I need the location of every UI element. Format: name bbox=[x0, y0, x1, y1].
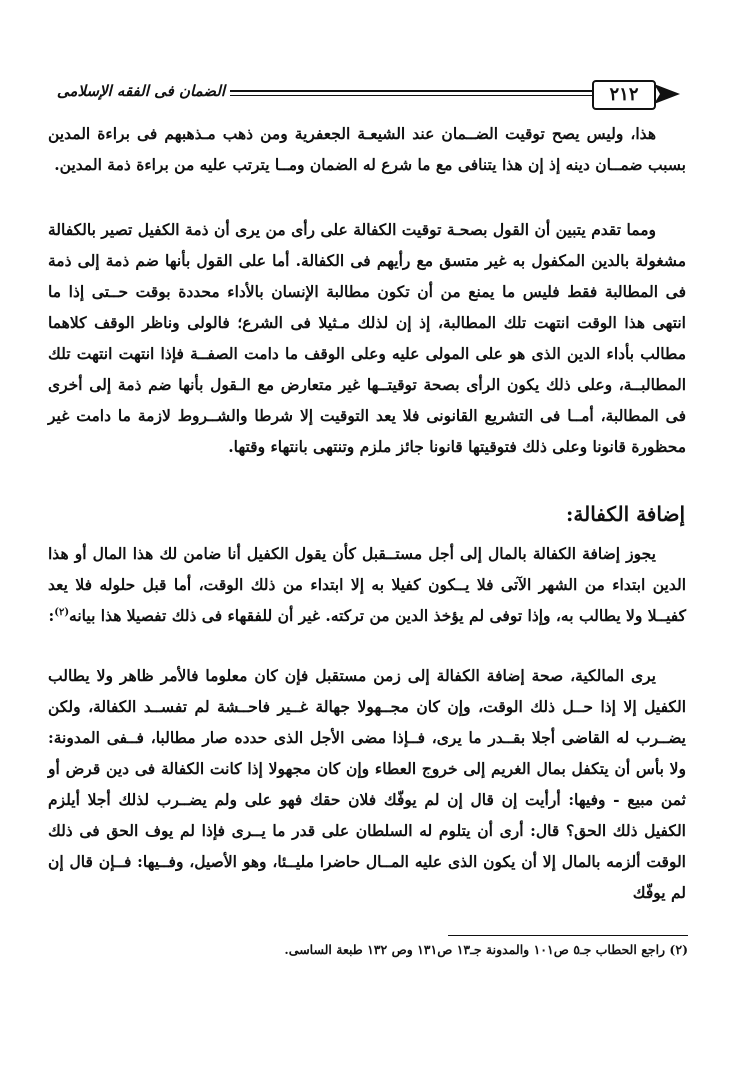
page-header bbox=[56, 78, 680, 112]
footnote-rule bbox=[448, 935, 688, 936]
book-title: الضمان فى الفقه الإسلامى bbox=[56, 82, 225, 100]
paragraph-4 bbox=[48, 660, 686, 908]
paragraph-2-text: ومما تقدم يتبين أن القول بصحـة توقيت الكفالة على رأى من يرى أن ذمة الكفيل تصير بالكفالة مشغولة بالدين المكفول به غير متسق مع رأيهم فى الكفالة. أما على القول بأنها ضم ذمة إلى ذمة فى المطالبة فقط فليس ما يمنع من أن تكون مطالبة الإنسان بالأداء محددة بوقت حــتى إذا ما انتهى هذا الوقت انتهت تلك المطالبة، إذ إن لذلك مـثيلا فى الشرع؛ فالولى وناظر الوقف كلاهما مطالب بأداء الدين الذى هو على المولى عليه وعلى الوقف ما دامت الصفــة فإذا انتهت انتهت تلك المطالبــة، وعلى ذلك يكون الرأى بصحة توقيتــها غير متعارض مع الـقول بأنها ضم ذمة إلى أخرى فى المطالبة، أمــا فى التشريع القانونى فلا يعد التوقيت إلا شرطا والشــروط لازمة ما دامت غير محظورة قانونا وعلى ذلك فتوقيتها قانونا جائز ملزم وتنتهى بانتهاء وقتها. bbox=[48, 220, 686, 456]
paragraph-1 bbox=[48, 118, 686, 180]
arrow-ornament-icon bbox=[654, 82, 680, 106]
header-rule bbox=[230, 90, 596, 92]
section-heading: إضافة الكفالة: bbox=[566, 502, 685, 526]
paragraph-3-text: يجوز إضافة الكفالة بالمال إلى أجل مستــقبل كأن يقول الكفيل أنا ضامن لك هذا المال أو هذا الدين ابتداء من الشهر الآتى فلا يــكون كفيلا به إلا ابتداء من ذلك الوقت، أما قبل حلوله فلا يعد كفيــلا ولا يطالب به، وإذا توفى لم يؤخذ الدين من تركته. غير أن للفقهاء فى ذلك تفصيلا هذا بيانه bbox=[48, 544, 686, 625]
footnote-ref[interactable]: (٢) bbox=[54, 606, 70, 618]
paragraph-4-text: يرى المالكية، صحة إضافة الكفالة إلى زمن مستقبل فإن كان معلوما فالأمر ظاهر ولا يطالب الكفيل إلا إذا حــل ذلك الوقت، وإن كان مجــهولا جهالة غــير فاحــشة لم تفســد الكفالة، ولكن يضــرب له القاضى أجلا بقــدر ما يرى، فــإذا مضى الأجل الذى حدده صار مطالبا، فــفى المدونة: ولا بأس أن يتكفل بمال الغريم إلى خروج العطاء وإن كان مجهولا إذا كانت الكفالة فى دين قرض أو ثمن مبيع - وفيها: أرأيت إن قال إن لم يوفّك فلان حقك فهو على ولم يضــرب لذلك أجلا أيلزم الكفيل ذلك الحق؟ قال: أرى أن يتلوم له السلطان على قدر ما يــرى فإذا لم يوف الحق فى ذلك الوقت ألزمه بالمال إلا أن يكون الذى عليه المــال حاضرا مليــئا، وهو الأصيل، وفــيها: فــإن قال إن لم يوفّك bbox=[48, 666, 686, 902]
paragraph-2 bbox=[48, 214, 686, 462]
page-number: ٢١٢ bbox=[592, 80, 656, 110]
paragraph-1-text: هذا، وليس يصح توقيت الضــمان عند الشيعـة الجعفرية ومن ذهب مـذهبهم فى براءة المدين بسبب ضمــان دينه إذ إن هذا يتنافى مع ما شرع له الضمان ومــا يترتب عليه من براءة ذمة المدين. bbox=[48, 124, 686, 174]
header-rule-thin bbox=[230, 95, 596, 96]
footnote: (٢) راجع الحطاب جـ٥ ص١٠١ والمدونة جـ١٣ ص١٣١ وص ١٣٢ طبعة الساسى. bbox=[284, 942, 688, 957]
paragraph-3 bbox=[48, 538, 686, 631]
paragraph-3-end: : bbox=[48, 606, 55, 625]
